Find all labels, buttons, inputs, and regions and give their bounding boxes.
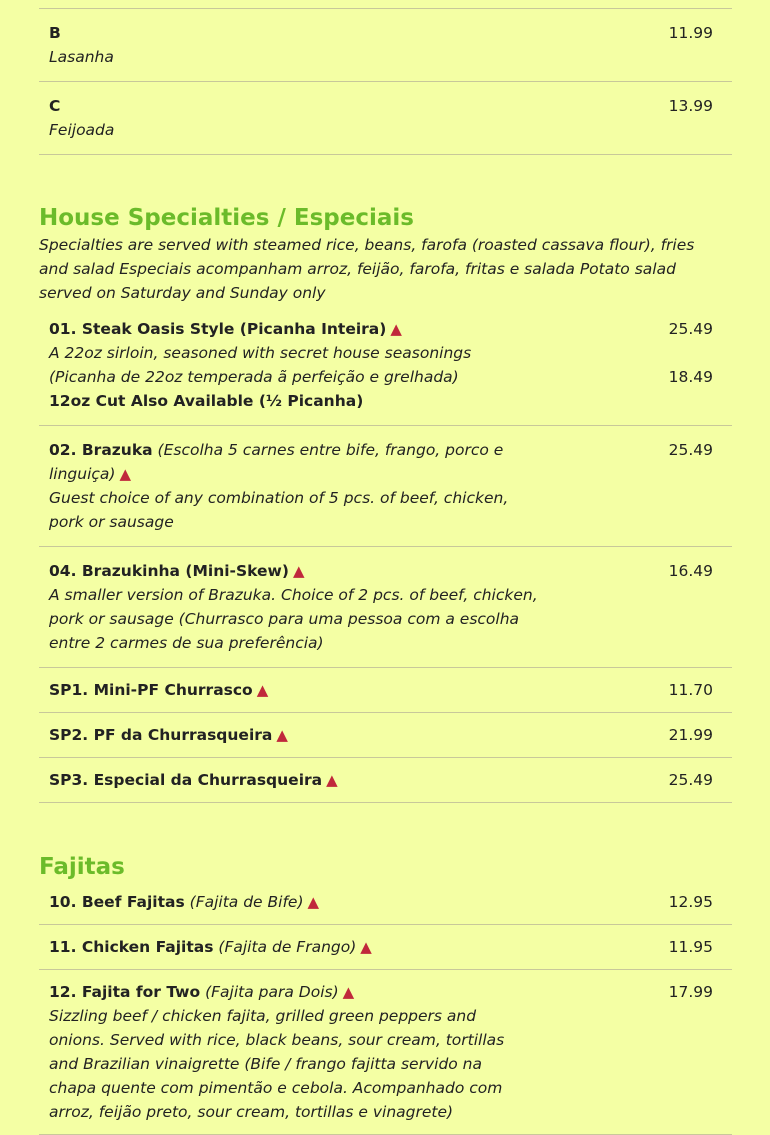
item-description: A smaller version of Brazuka. Choice of 2 pcs. of beef, chicken, pork or sausage (Churrasco para uma pessoa com a escolha entre 2 carmes de sua preferência) <box>49 586 538 652</box>
item-name: 12. Fajita for Two <box>49 983 201 1001</box>
item-description: Guest choice of any combination of 5 pcs. of beef, chicken, pork or sausage <box>49 489 509 531</box>
item-description: A 22oz sirloin, seasoned with secret house seasonings (Picanha de 22oz temperada ã perfeição e grelhada) <box>49 344 472 386</box>
item-price: 11.95 <box>668 938 713 956</box>
spicy-triangle-icon: ▲ <box>307 893 320 911</box>
menu-item-10 <box>39 882 732 925</box>
item-price: 11.99 <box>668 24 713 42</box>
item-name: C <box>49 97 61 115</box>
item-description: Sizzling beef / chicken fajita, grilled green peppers and onions. Served with rice, black beans, sour cream, tortillas and Brazilian vinaigrette (Bife / frango fajitta servido na chapa quente com pimentão e cebola. Acompanhado com arroz, feijão preto, sour cream, tortillas e vinagrete) <box>49 1007 505 1121</box>
item-name: 11. Chicken Fajitas <box>49 938 214 956</box>
item-name: 02. Brazuka <box>49 441 153 459</box>
item-price: 17.99 <box>668 983 713 1001</box>
section-description: Specialties are served with steamed rice, beans, farofa (roasted cassava flour), fries and salad Especiais acompanham arroz, feijão, farofa, fritas e salada Potato salad served on Saturday and Sunday only <box>39 236 695 302</box>
menu-item-02 <box>39 426 732 547</box>
item-price-alt: 18.49 <box>668 368 713 386</box>
spicy-triangle-icon: ▲ <box>342 983 355 1001</box>
menu-item-sp3 <box>39 758 732 803</box>
menu-item-c <box>39 82 732 155</box>
item-extra-option: 12oz Cut Also Available (½ Picanha) <box>49 392 364 410</box>
item-alt-name: (Fajita de Bife) <box>189 893 304 911</box>
item-price: 25.49 <box>668 320 713 338</box>
spicy-triangle-icon: ▲ <box>119 465 132 483</box>
menu-item-12 <box>39 970 732 1135</box>
item-name: B <box>49 24 61 42</box>
item-price: 16.49 <box>668 562 713 580</box>
spicy-triangle-icon: ▲ <box>390 320 402 338</box>
item-name: SP3. Especial da Churrasqueira <box>49 771 323 789</box>
spicy-triangle-icon: ▲ <box>326 771 338 789</box>
item-price: 12.95 <box>668 893 713 911</box>
item-alt-name: (Fajita de Frango) <box>218 938 357 956</box>
menu-item-04 <box>39 547 732 668</box>
menu-item-b <box>39 9 732 82</box>
item-name: 01. Steak Oasis Style (Picanha Inteira) <box>49 320 387 338</box>
spicy-triangle-icon: ▲ <box>276 726 288 744</box>
item-name: SP1. Mini-PF Churrasco <box>49 681 253 699</box>
menu-item-01 <box>39 307 732 426</box>
item-description: Feijoada <box>49 121 115 139</box>
menu-item-11 <box>39 925 732 970</box>
item-price: 25.49 <box>668 441 713 459</box>
item-price: 13.99 <box>668 97 713 115</box>
item-name: 04. Brazukinha (Mini-Skew) <box>49 562 289 580</box>
menu-page <box>39 0 732 1135</box>
item-price: 21.99 <box>668 726 713 744</box>
spicy-triangle-icon: ▲ <box>360 938 372 956</box>
item-name: 10. Beef Fajitas <box>49 893 185 911</box>
item-price: 25.49 <box>668 771 713 789</box>
menu-item-sp1 <box>39 668 732 713</box>
section-title-house-specialties: House Specialties / Especiais <box>39 205 414 231</box>
spicy-triangle-icon: ▲ <box>256 681 269 699</box>
item-name: SP2. PF da Churrasqueira <box>49 726 273 744</box>
item-alt-name: (Fajita para Dois) <box>205 983 339 1001</box>
menu-item-sp2 <box>39 713 732 758</box>
item-alt-name: (Escolha 5 carnes entre bife, frango, porco e linguiça) <box>49 441 504 483</box>
spicy-triangle-icon: ▲ <box>292 562 305 580</box>
item-price: 11.70 <box>668 681 713 699</box>
section-title-fajitas: Fajitas <box>39 854 125 880</box>
item-description: Lasanha <box>49 48 114 66</box>
